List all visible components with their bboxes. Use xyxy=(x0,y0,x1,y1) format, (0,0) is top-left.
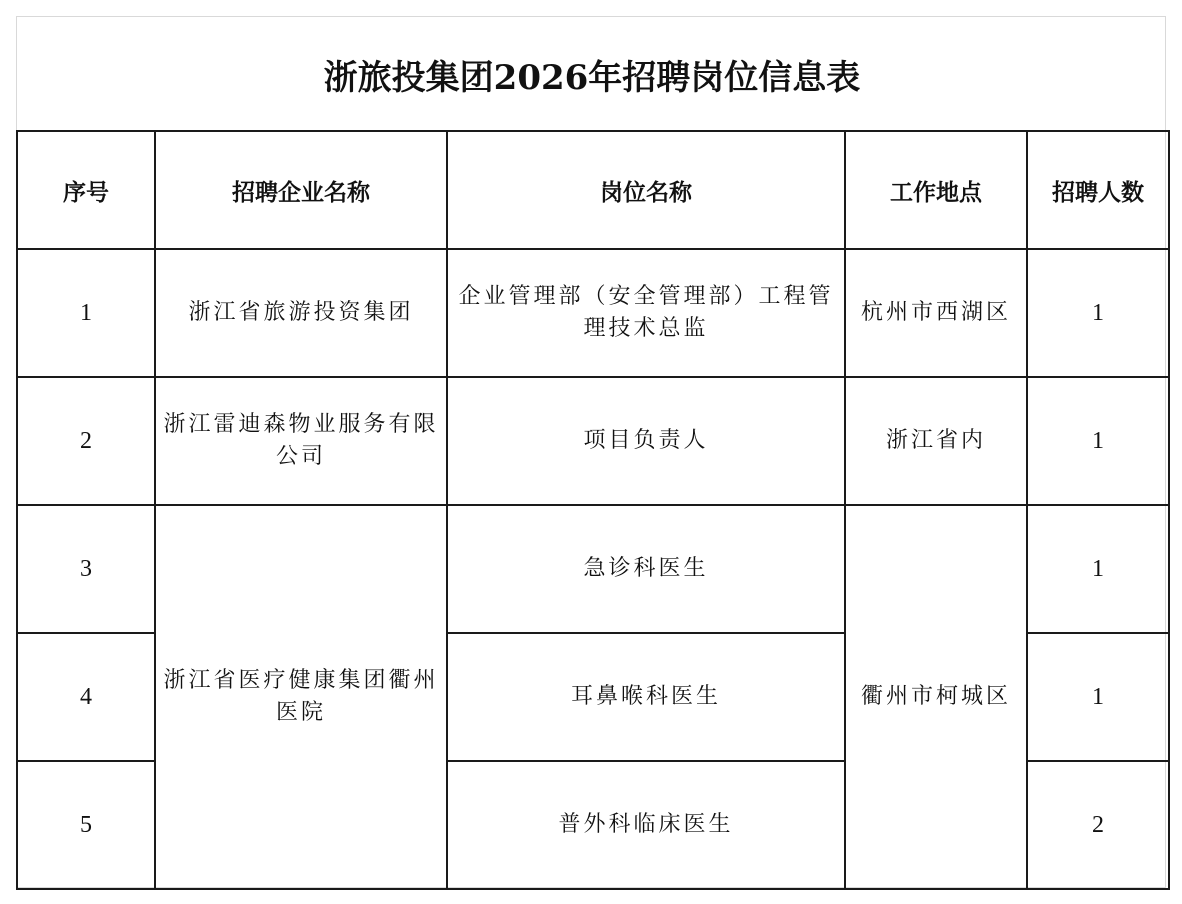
row-index: 3 xyxy=(17,505,155,633)
row-position: 急诊科医生 xyxy=(447,505,845,633)
row-company-merged: 浙江省医疗健康集团衢州医院 xyxy=(155,505,447,889)
table-row xyxy=(17,377,1169,505)
row-company: 浙江省旅游投资集团 xyxy=(155,249,447,377)
row-index: 2 xyxy=(17,377,155,505)
row-position: 耳鼻喉科医生 xyxy=(447,633,845,761)
header-row xyxy=(17,131,1169,249)
header-count: 招聘人数 xyxy=(1027,131,1169,249)
table-row xyxy=(17,505,1169,633)
row-count: 1 xyxy=(1027,505,1169,633)
recruitment-table xyxy=(16,130,1170,890)
row-location: 浙江省内 xyxy=(845,377,1027,505)
row-count: 1 xyxy=(1027,377,1169,505)
row-location: 杭州市西湖区 xyxy=(845,249,1027,377)
row-position: 普外科临床医生 xyxy=(447,761,845,889)
row-count: 1 xyxy=(1027,633,1169,761)
page-title: 浙旅投集团2026年招聘岗位信息表 xyxy=(323,57,861,98)
row-company: 浙江雷迪森物业服务有限公司 xyxy=(155,377,447,505)
row-index: 4 xyxy=(17,633,155,761)
row-count: 2 xyxy=(1027,761,1169,889)
table-row xyxy=(17,249,1169,377)
row-position: 项目负责人 xyxy=(447,377,845,505)
header-company: 招聘企业名称 xyxy=(155,131,447,249)
row-position: 企业管理部（安全管理部）工程管理技术总监 xyxy=(447,249,845,377)
row-index: 5 xyxy=(17,761,155,889)
header-index: 序号 xyxy=(17,131,155,249)
recruitment-sheet xyxy=(16,16,1166,888)
row-index: 1 xyxy=(17,249,155,377)
row-location-merged: 衢州市柯城区 xyxy=(845,505,1027,889)
row-count: 1 xyxy=(1027,249,1169,377)
header-location: 工作地点 xyxy=(845,131,1027,249)
header-position: 岗位名称 xyxy=(447,131,845,249)
